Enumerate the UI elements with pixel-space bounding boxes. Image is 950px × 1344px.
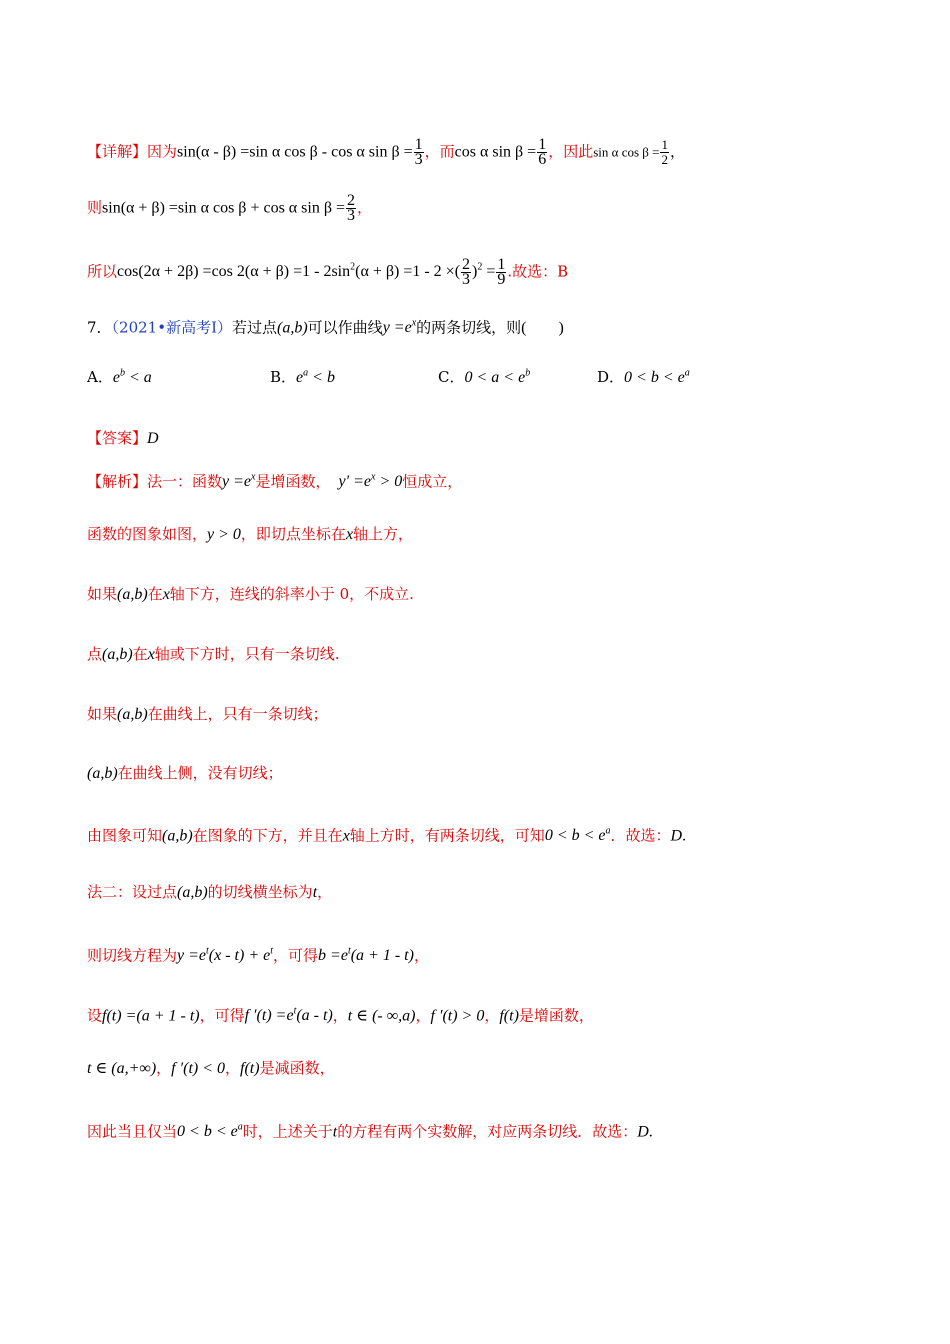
analysis-line-11: t ∈ (a,+∞)，f ′(t) < 0，f(t)是减函数， bbox=[87, 1059, 335, 1077]
option-d: D．$0 < b < e^a$ bbox=[597, 367, 690, 386]
analysis-line-8: 法二：设过点(a,b)的切线横坐标为t， bbox=[87, 883, 333, 901]
analysis-line-9: 则切线方程为$y =e^t(x - t) + e^t$，可得$b =e^t(a + 1 - t)$， bbox=[87, 946, 429, 965]
fraction: $\frac{2}{3}$ bbox=[462, 255, 471, 288]
fraction: $\frac{1}{9}$ bbox=[497, 255, 506, 288]
analysis-line-3: 如果(a,b)在x轴下方，连线的斜率小于 0，不成立. bbox=[87, 585, 414, 603]
answer-tag: 【答案】 bbox=[87, 429, 148, 447]
option-c: C．$0 < a < e^b$ bbox=[438, 367, 531, 386]
equation: cos α sin β = bbox=[454, 143, 537, 161]
fraction: $\frac{2}{3}$ bbox=[347, 192, 356, 224]
detail-line-1: 【详解】因为sin(α - β) =sin α cos β - cos α sin β = $\frac{1}{3}$ ，而cos α sin β = $\frac{1}{6}$ ，因此sin α cos β = $\frac{1}{2}$ ， bbox=[87, 136, 685, 168]
analysis-line-4: 点(a,b)在x轴或下方时，只有一条切线. bbox=[87, 645, 340, 663]
analysis-line-10: 设f(t) =(a + 1 - t)，可得f $'(t) =e^t(a - t)$，t ∈ (- ∞,a)，f ′(t) > 0，f(t)是增函数， bbox=[87, 1006, 594, 1025]
question-number: 7． bbox=[87, 318, 112, 337]
detail-line-3: 所以cos(2α + 2β) =cos $2(\alpha + \beta) =1 - 2\sin^2(\alpha + \beta) =1 - 2$ ×( $\frac{2}{3}$ )$^2$ = $\frac{1}{9}$ .故选：B bbox=[87, 255, 569, 288]
detail-line-2: 则sin(α + β) =sin α cos β + cos α sin β = $\frac{2}{3}$ ， bbox=[87, 192, 373, 224]
analysis-line-7: 由图象可知(a,b)在图象的下方，并且在x轴上方时，有两条切线，可知$0 < b < e^a$．故选：D. bbox=[87, 826, 687, 845]
analysis-line-1: 【解析】法一：函数$y =e^x$是增函数， $y' =e^x > 0$恒成立， bbox=[87, 472, 463, 491]
analysis-line-6: (a,b)在曲线上侧，没有切线； bbox=[87, 764, 283, 782]
detail-tag: 【详解】 bbox=[87, 142, 148, 161]
analysis-tag: 【解析】 bbox=[87, 472, 148, 491]
equation: sin(α - β) =sin α cos β - cos α sin β = bbox=[177, 143, 413, 161]
fraction: $\frac{1}{2}$ bbox=[661, 137, 668, 167]
equation: sin α cos β = bbox=[593, 144, 660, 160]
option-b: B．$e^a < b$ bbox=[270, 367, 335, 386]
analysis-line-12: 因此当且仅当$0 < b < e^a$时，上述关于t的方程有两个实数解，对应两条切线．故选：D. bbox=[87, 1122, 653, 1141]
equation: cos(2α + 2β) =cos $2(\alpha + \beta) =1 - 2\sin^2(\alpha + \beta) =1 - 2$ ×( bbox=[117, 262, 461, 281]
fraction: $\frac{1}{6}$ bbox=[538, 136, 547, 168]
option-a: A．$e^b < a$ bbox=[87, 367, 152, 386]
answer-line bbox=[87, 426, 159, 451]
question-source: （2021•新高考Ⅰ） bbox=[111, 318, 232, 337]
answer-value: D bbox=[147, 430, 159, 447]
fraction: $\frac{1}{3}$ bbox=[414, 136, 423, 168]
analysis-line-2: 函数的图象如图，y > 0，即切点坐标在x轴上方， bbox=[87, 525, 414, 543]
analysis-line-5: 如果(a,b)在曲线上，只有一条切线； bbox=[87, 705, 328, 723]
question-7: 7．（2021•新高考Ⅰ）若过点(a,b)可以作曲线$y =e^x$的两条切线，则( ) bbox=[87, 318, 564, 337]
equation: sin(α + β) =sin α cos β + cos α sin β = bbox=[102, 199, 346, 217]
